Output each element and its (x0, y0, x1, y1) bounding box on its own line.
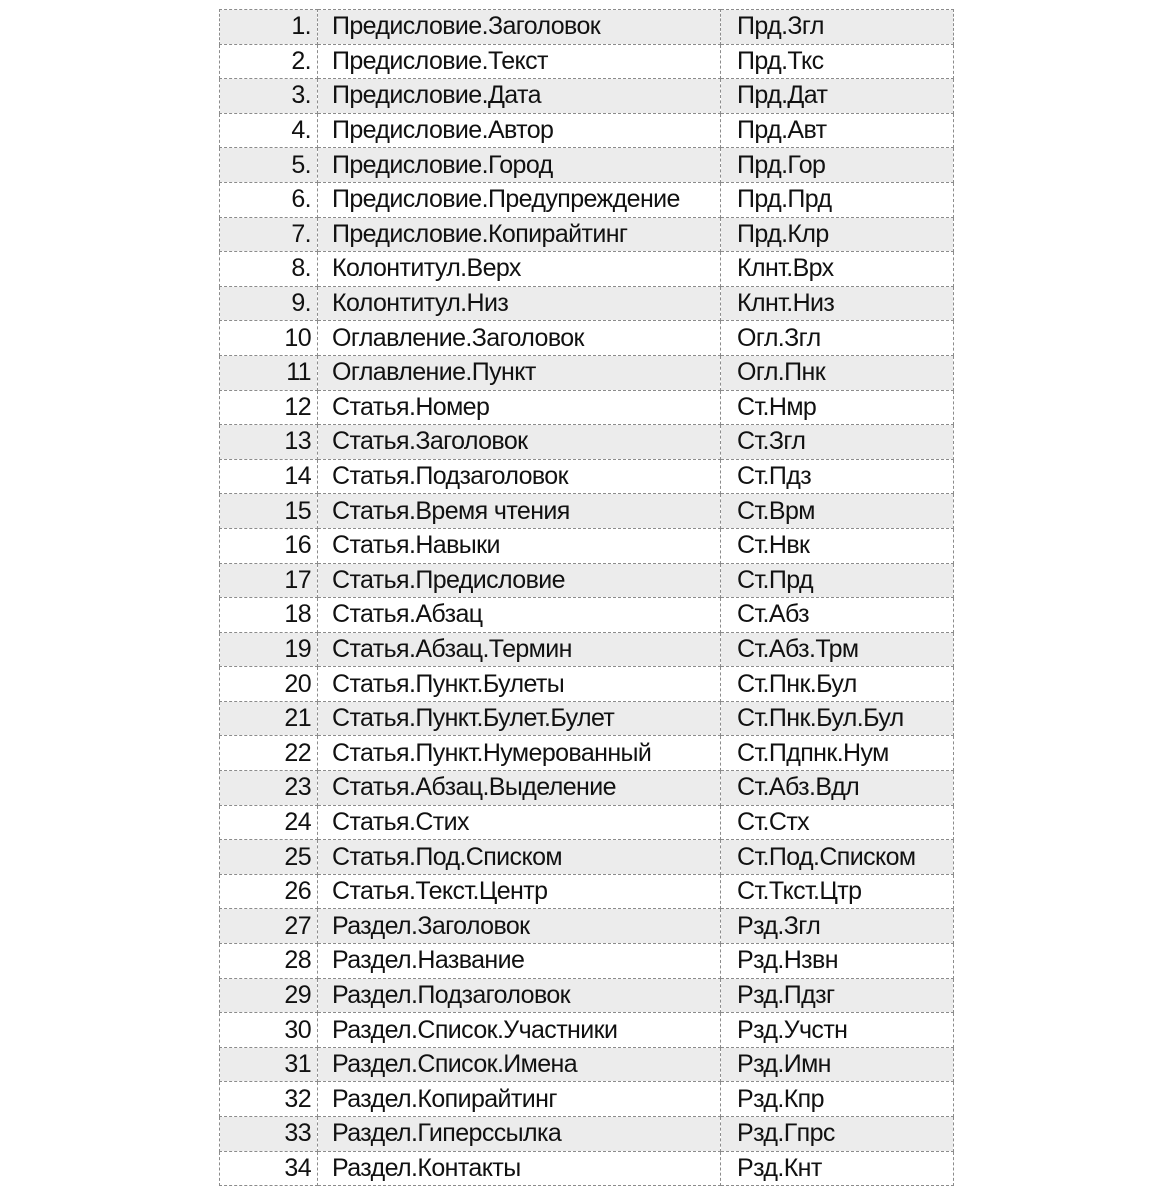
style-name: Раздел.Заголовок (318, 909, 721, 944)
row-number: 33 (220, 1117, 318, 1152)
table-row (220, 1151, 954, 1186)
style-abbreviation: Рзд.Згл (721, 909, 954, 944)
style-name: Статья.Пункт.Нумерованный (318, 736, 721, 771)
row-number: 27 (220, 909, 318, 944)
table-row (220, 390, 954, 425)
row-number: 29 (220, 978, 318, 1013)
style-name: Раздел.Название (318, 944, 721, 979)
table-row (220, 1082, 954, 1117)
style-abbreviation: Рзд.Имн (721, 1047, 954, 1082)
style-abbreviation: Прд.Гор (721, 148, 954, 183)
table-row (220, 978, 954, 1013)
style-abbreviation: Прд.Дат (721, 79, 954, 114)
style-abbreviation: Рзд.Гпрс (721, 1117, 954, 1152)
row-number: 18 (220, 598, 318, 633)
style-name: Статья.Заголовок (318, 425, 721, 460)
table-row (220, 252, 954, 287)
style-abbreviation: Рзд.Кнт (721, 1151, 954, 1186)
style-name: Предисловие.Предупреждение (318, 182, 721, 217)
row-number: 19 (220, 632, 318, 667)
style-abbreviation: Ст.Пнк.Бул (721, 667, 954, 702)
row-number: 5. (220, 148, 318, 183)
style-name: Раздел.Подзаголовок (318, 978, 721, 1013)
row-number: 23 (220, 771, 318, 806)
style-name: Статья.Под.Списком (318, 840, 721, 875)
table-row (220, 667, 954, 702)
row-number: 22 (220, 736, 318, 771)
row-number: 16 (220, 528, 318, 563)
row-number: 1. (220, 10, 318, 45)
table-body (220, 10, 954, 1186)
style-abbreviation: Рзд.Учстн (721, 1013, 954, 1048)
row-number: 25 (220, 840, 318, 875)
style-abbreviation: Ст.Врм (721, 494, 954, 529)
table-row (220, 1047, 954, 1082)
style-name: Статья.Абзац.Термин (318, 632, 721, 667)
row-number: 3. (220, 79, 318, 114)
style-name: Статья.Текст.Центр (318, 874, 721, 909)
row-number: 21 (220, 701, 318, 736)
style-abbreviation: Ст.Згл (721, 425, 954, 460)
row-number: 32 (220, 1082, 318, 1117)
table-row (220, 217, 954, 252)
table-row (220, 286, 954, 321)
style-abbreviation: Прд.Авт (721, 113, 954, 148)
style-name: Колонтитул.Низ (318, 286, 721, 321)
table-row (220, 44, 954, 79)
row-number: 24 (220, 805, 318, 840)
table-row (220, 944, 954, 979)
table-row (220, 909, 954, 944)
table-row (220, 771, 954, 806)
style-abbreviation: Прд.Ткс (721, 44, 954, 79)
style-name: Предисловие.Текст (318, 44, 721, 79)
row-number: 26 (220, 874, 318, 909)
style-name: Предисловие.Копирайтинг (318, 217, 721, 252)
style-name: Статья.Номер (318, 390, 721, 425)
style-name: Статья.Предисловие (318, 563, 721, 598)
table-row (220, 494, 954, 529)
style-name: Раздел.Список.Имена (318, 1047, 721, 1082)
style-abbreviation: Ст.Стх (721, 805, 954, 840)
style-abbreviation: Прд.Прд (721, 182, 954, 217)
row-number: 7. (220, 217, 318, 252)
table-row (220, 701, 954, 736)
style-name: Колонтитул.Верх (318, 252, 721, 287)
row-number: 10 (220, 321, 318, 356)
style-name: Раздел.Список.Участники (318, 1013, 721, 1048)
style-name: Раздел.Копирайтинг (318, 1082, 721, 1117)
row-number: 14 (220, 459, 318, 494)
style-name: Предисловие.Город (318, 148, 721, 183)
style-name: Статья.Время чтения (318, 494, 721, 529)
row-number: 2. (220, 44, 318, 79)
style-name: Статья.Пункт.Булет.Булет (318, 701, 721, 736)
style-abbreviation: Рзд.Нзвн (721, 944, 954, 979)
style-abbreviation: Клнт.Врх (721, 252, 954, 287)
style-abbreviation: Прд.Клр (721, 217, 954, 252)
row-number: 31 (220, 1047, 318, 1082)
style-abbreviation: Ст.Прд (721, 563, 954, 598)
table-row (220, 148, 954, 183)
style-abbreviation: Ст.Пдз (721, 459, 954, 494)
style-name: Предисловие.Заголовок (318, 10, 721, 45)
table-row (220, 874, 954, 909)
row-number: 34 (220, 1151, 318, 1186)
table-row (220, 425, 954, 460)
style-name: Статья.Подзаголовок (318, 459, 721, 494)
row-number: 6. (220, 182, 318, 217)
style-name: Предисловие.Автор (318, 113, 721, 148)
style-abbreviation-table (219, 9, 954, 1186)
style-name: Раздел.Контакты (318, 1151, 721, 1186)
style-abbreviation: Клнт.Низ (721, 286, 954, 321)
table-row (220, 528, 954, 563)
table-row (220, 598, 954, 633)
style-abbreviation: Ст.Нмр (721, 390, 954, 425)
style-abbreviation: Ст.Абз.Вдл (721, 771, 954, 806)
style-abbreviation: Ст.Абз (721, 598, 954, 633)
table-row (220, 321, 954, 356)
table-row (220, 182, 954, 217)
row-number: 17 (220, 563, 318, 598)
table-row (220, 805, 954, 840)
style-name: Статья.Стих (318, 805, 721, 840)
style-name: Раздел.Гиперссылка (318, 1117, 721, 1152)
style-table-sheet (219, 9, 954, 1186)
table-row (220, 10, 954, 45)
style-abbreviation: Ст.Ткст.Цтр (721, 874, 954, 909)
row-number: 8. (220, 252, 318, 287)
style-name: Оглавление.Заголовок (318, 321, 721, 356)
table-row (220, 1117, 954, 1152)
style-abbreviation: Ст.Абз.Трм (721, 632, 954, 667)
style-name: Оглавление.Пункт (318, 355, 721, 390)
style-abbreviation: Рзд.Кпр (721, 1082, 954, 1117)
style-abbreviation: Ст.Пдпнк.Нум (721, 736, 954, 771)
row-number: 9. (220, 286, 318, 321)
style-abbreviation: Ст.Под.Списком (721, 840, 954, 875)
row-number: 15 (220, 494, 318, 529)
row-number: 20 (220, 667, 318, 702)
style-abbreviation: Рзд.Пдзг (721, 978, 954, 1013)
table-row (220, 79, 954, 114)
style-name: Статья.Навыки (318, 528, 721, 563)
style-abbreviation: Ст.Нвк (721, 528, 954, 563)
style-abbreviation: Прд.Згл (721, 10, 954, 45)
style-name: Статья.Абзац (318, 598, 721, 633)
row-number: 4. (220, 113, 318, 148)
style-name: Статья.Абзац.Выделение (318, 771, 721, 806)
row-number: 30 (220, 1013, 318, 1048)
table-row (220, 113, 954, 148)
style-abbreviation: Огл.Згл (721, 321, 954, 356)
style-name: Статья.Пункт.Булеты (318, 667, 721, 702)
table-row (220, 459, 954, 494)
table-row (220, 840, 954, 875)
table-row (220, 355, 954, 390)
table-row (220, 1013, 954, 1048)
row-number: 11 (220, 355, 318, 390)
row-number: 13 (220, 425, 318, 460)
style-abbreviation: Ст.Пнк.Бул.Бул (721, 701, 954, 736)
table-row (220, 736, 954, 771)
row-number: 28 (220, 944, 318, 979)
table-row (220, 632, 954, 667)
style-abbreviation: Огл.Пнк (721, 355, 954, 390)
table-row (220, 563, 954, 598)
style-name: Предисловие.Дата (318, 79, 721, 114)
row-number: 12 (220, 390, 318, 425)
